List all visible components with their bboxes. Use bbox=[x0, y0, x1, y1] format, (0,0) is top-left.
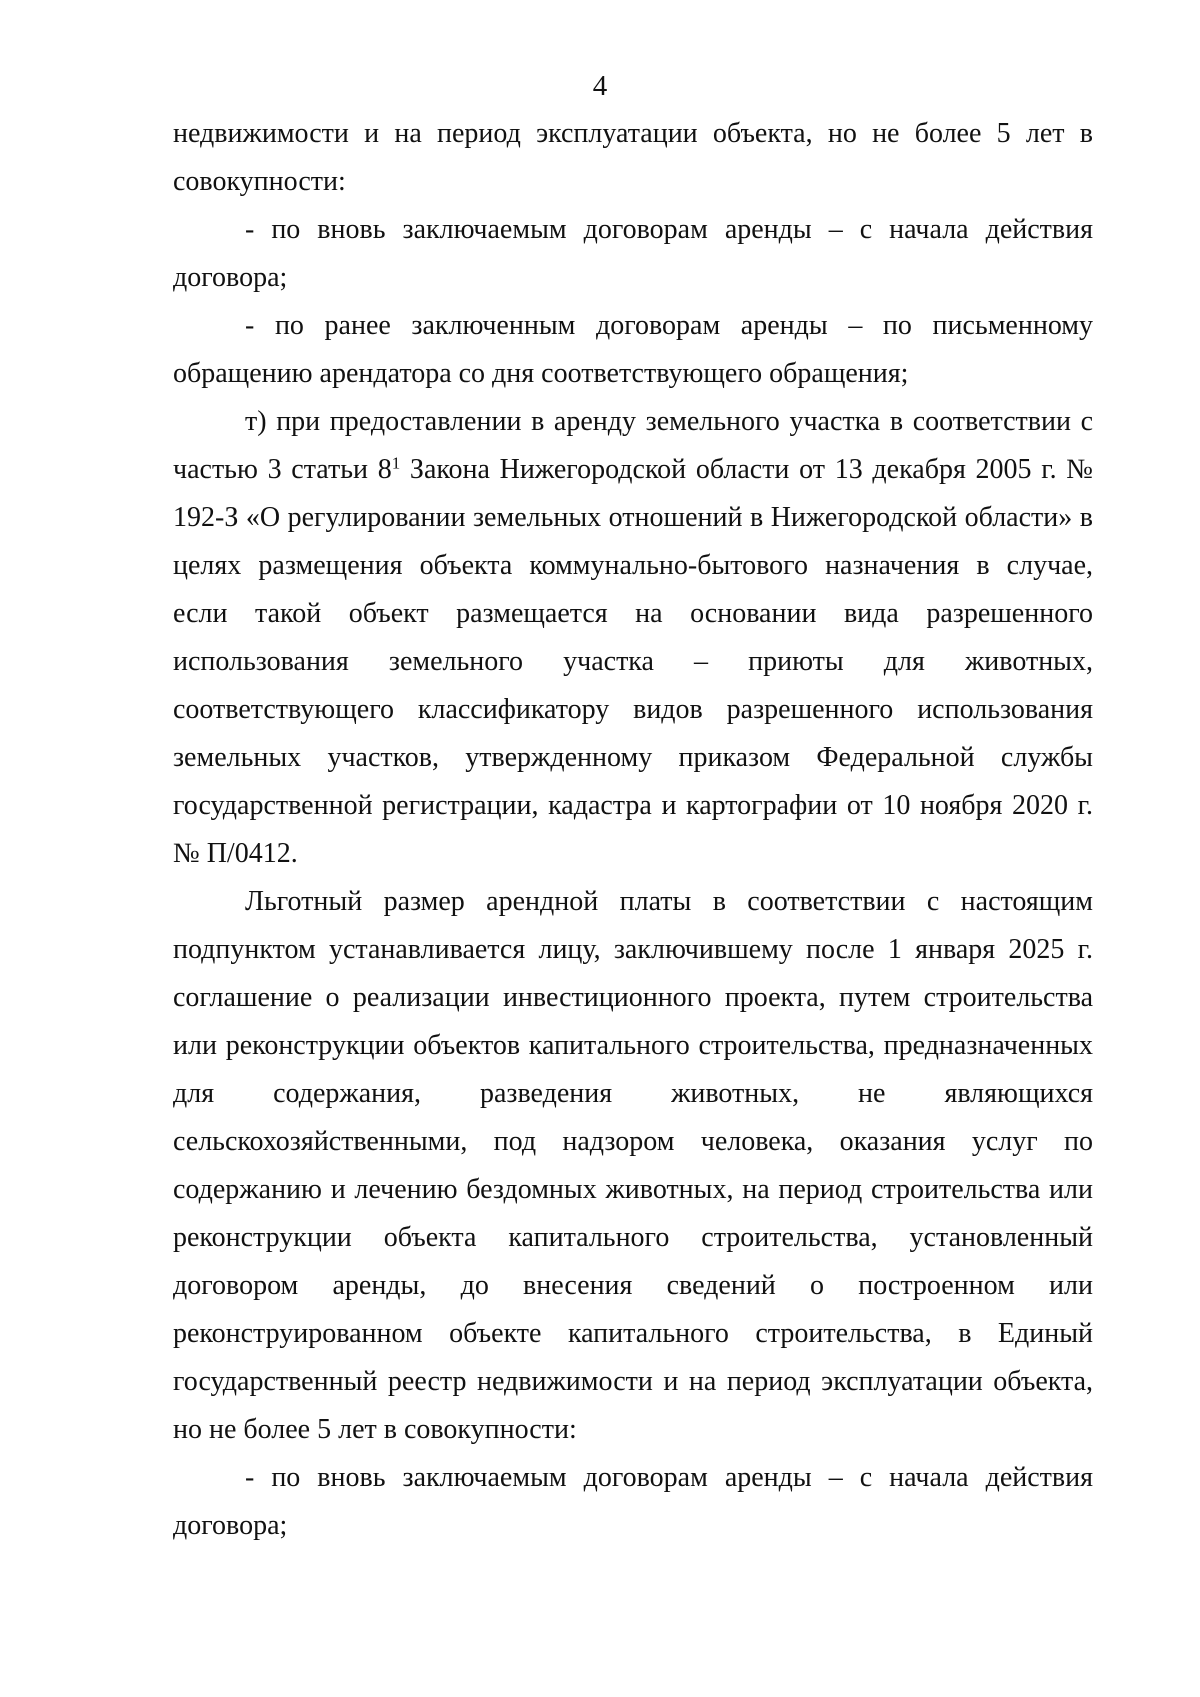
document-body bbox=[173, 110, 1093, 1550]
page-number: 4 bbox=[592, 70, 608, 102]
list-item-new-contracts-2: - по вновь заключаемым договорам аренды – с начала действия договора; bbox=[173, 1462, 1093, 1541]
paragraph-preferential-rent: Льготный размер арендной платы в соответствии с настоящим подпунктом устанавливается лицу, заключившему после 1 января 2025 г. соглашение о реализации инвестиционного проекта, путем строительства или реконструкции объектов капитального строительства, предназначенных для содержания, разведения животных, не являющихся сельскохозяйственными, под надзором человека, оказания услуг по содержанию и лечению бездомных животных, на период строительства или реконструкции объекта капитального строительства, установленный договором аренды, до внесения сведений о построенном или реконструированном объекте капитального строительства, в Единый государственный реестр недвижимости и на период эксплуатации объекта, но не более 5 лет в совокупности: bbox=[173, 886, 1093, 1445]
subclause-t-text-start: т) при предоставлении в аренду земельного участка в соответствии с частью 3 статьи 8 bbox=[173, 406, 1093, 485]
list-item-new-contracts: - по вновь заключаемым договорам аренды – с начала действия договора; bbox=[173, 214, 1093, 293]
subclause-t-text-end: Закона Нижегородской области от 13 декабря 2005 г. № 192-З «О регулировании земельных отношений в Нижегородской области» в целях размещения объекта коммунально-бытового назначения в случае, если такой объект размещается на основании вида разрешенного использования земельного участка – приюты для животных, соответствующего классификатору видов разрешенного использования земельных участков, утвержденному приказом Федеральной службы государственной регистрации, кадастра и картографии от 10 ноября 2020 г. № П/0412. bbox=[173, 454, 1094, 869]
list-item-existing-contracts: - по ранее заключенным договорам аренды – по письменному обращению арендатора со дня соответствующего обращения; bbox=[173, 310, 1093, 389]
paragraph-subclause-t bbox=[173, 398, 1093, 878]
paragraph-continuation: недвижимости и на период эксплуатации объекта, но не более 5 лет в совокупности: bbox=[173, 118, 1093, 197]
article-superscript: 1 bbox=[391, 453, 401, 473]
